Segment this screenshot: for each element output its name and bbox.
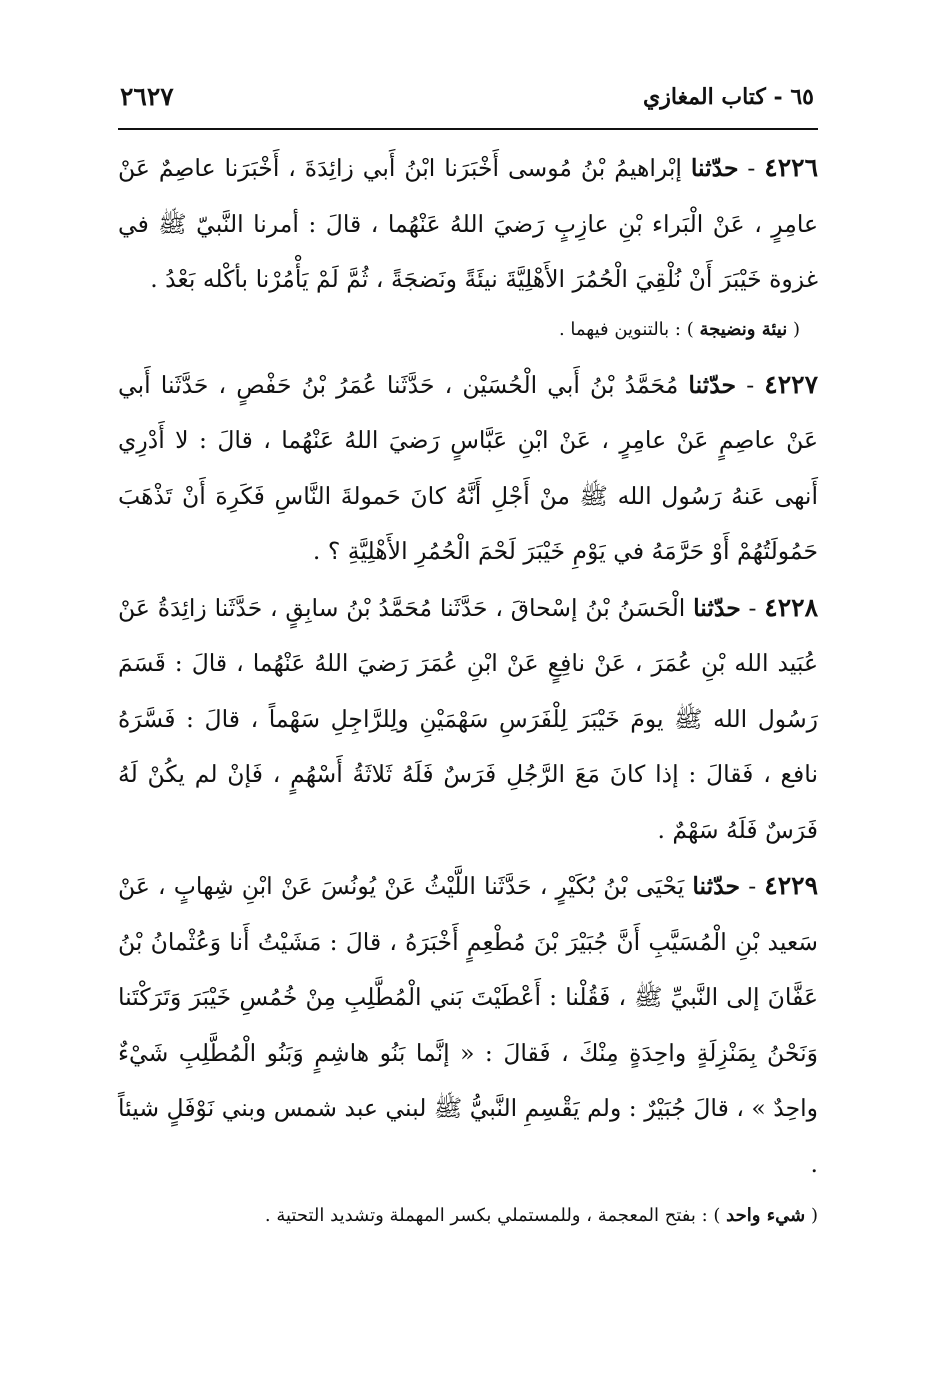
- note-close-paren: ): [686, 318, 700, 340]
- hadith-intro: حدّثنا: [688, 370, 737, 399]
- hadith-4228: [118, 580, 818, 859]
- footnote-gloss: [118, 1194, 818, 1237]
- hadith-text: الْحَسَنُ بْنُ إسْحاقَ ، حَدَّثَنا مُحَمَّدُ بْنُ سابِقٍ ، حَدَّثَنا زائِدَةُ عَنْ عُبَيد الله بْنِ عُمَرَ ، عَنْ نافِعٍ عَنْ ابْنِ عُمَرَ رَضيَ اللهُ عَنْهُما ، قالَ : قَسَمَ رَسُول الله ﷺ يومَ خَيْبَرَ لِلْفَرَسِ سَهْمَيْنِ ولِلرَّاجِلِ سَهْماً ، قالَ : فَسَّرَهُ نافع ، فَقالَ : إذا كانَ مَعَ الرَّجُلِ فَرَسٌ فَلَهُ ثَلاثَةُ أَسْهُمٍ ، فَإنْ لم يكُنْ لَهُ فَرَسٌ فَلَهُ سَهْمٌ .: [118, 593, 818, 844]
- hadith-number: ٤٢٢٨: [764, 592, 818, 622]
- note-term: نيئة ونضيجة: [699, 318, 788, 340]
- hadith-number: ٤٢٢٦: [764, 153, 819, 182]
- hadith-dash: -: [740, 593, 765, 622]
- book-page: [118, 78, 818, 1318]
- note-text: : بالتنوين فيهما .: [558, 318, 687, 340]
- note-open-paren: (: [787, 318, 800, 340]
- hadith-4226: [118, 140, 818, 308]
- page-body: [118, 140, 818, 1243]
- hadith-4227: [118, 357, 818, 580]
- hadith-intro: حدّثنا: [693, 593, 741, 622]
- hadith-text: مُحَمَّدُ بْنُ أَبي الْحُسَيْن ، حَدَّثَنا عُمَرُ بْنُ حَفْصٍ ، حَدَّثَنا أَبي عَنْ عاصِمٍ عَنْ عامِرٍ ، عَنْ ابْنِ عَبَّاسٍ رَضيَ اللهُ عَنْهُما ، قالَ : لا أَدْرِي أَنهى عَنهُ رَسُول الله ﷺ منْ أَجْلِ أَنَّهُ كانَ حَمولةَ النَّاسِ فَكَرِهَ أَنْ تَذْهَبَ حَمُولَتُهُمْ أَوْ حَرَّمَهُ في يَوْمِ خَيْبَرَ لَحْمَ الْحُمُرِ الأَهْلِيَّةِ ؟ .: [118, 370, 818, 565]
- hadith-dash: -: [740, 872, 765, 900]
- note-text: : بفتح المعجمة ، وللمستملي بكسر المهملة وتشديد التحتية .: [264, 1205, 714, 1226]
- note-open-paren: (: [805, 1205, 818, 1226]
- hadith-intro: حدّثنا: [690, 154, 739, 182]
- hadith-dash: -: [738, 154, 765, 182]
- hadith-dash: -: [736, 370, 765, 399]
- hadith-4229: [118, 858, 818, 1192]
- page-number: ٢٦٢٧: [120, 82, 174, 111]
- hadith-number: ٤٢٢٩: [764, 871, 818, 900]
- running-header: [118, 78, 818, 128]
- hadith-intro: حدّثنا: [692, 872, 741, 900]
- note-term: شيء واحد: [726, 1205, 806, 1226]
- hadith-number: ٤٢٢٧: [764, 369, 818, 399]
- note-close-paren: ): [713, 1205, 727, 1226]
- hadith-text: يَحْيَى بْنُ بُكَيْرٍ ، حَدَّثَنا اللَّيْثُ عَنْ يُونُسَ عَنْ ابْنِ شِهابٍ ، عَنْ سَعيد بْنِ الْمُسَيَّبِ أَنَّ جُبَيْرَ بْنَ مُطْعِمٍ أَخْبَرَهُ ، قالَ : مَشَيْتُ أَنا وَعُثْمانُ بْنُ عَفَّانَ إلى النَّبيِّ ﷺ ، فَقُلْنا : أَعْطَيْتَ بَني الْمُطَّلِبِ مِنْ خُمُسِ خَيْبَرَ وَتَرَكْتَنا وَنَحْنُ بِمَنْزِلَةٍ واحِدَةٍ مِنْكَ ، فَقالَ : « إنَّما بَنُو هاشِمٍ وَبَنُو الْمُطَّلِبِ شَيْءٌ واحِدٌ » ، قالَ جُبَيْرٌ : ولم يَقْسِمِ النَّبيُّ ﷺ لبني عبد شمس وبني نَوْفَلٍ شيئاً .: [118, 872, 818, 1178]
- footnote-gloss: [118, 308, 818, 351]
- hadith-text: إبْراهيمُ بْنُ مُوسى أَخْبَرَنا ابْنُ أَبي زائِدَةَ ، أَخْبَرَنا عاصِمٌ عَنْ عامِرٍ ، عَنْ الْبَراء بْنِ عازِبٍ رَضيَ اللهُ عَنْهُما ، قالَ : أمرنا النَّبيّ ﷺ في غزوة خَيْبَرَ أَنْ نُلْقِيَ الْحُمُرَ الأَهْلِيَّةَ نيئَةً ونَضجَةً ، ثُمَّ لَمْ يَأْمُرْنا بأكْله بَعْدُ .: [118, 154, 818, 293]
- header-rule: [118, 128, 818, 130]
- chapter-title: ٦٥ - كتاب المغازي: [643, 84, 814, 110]
